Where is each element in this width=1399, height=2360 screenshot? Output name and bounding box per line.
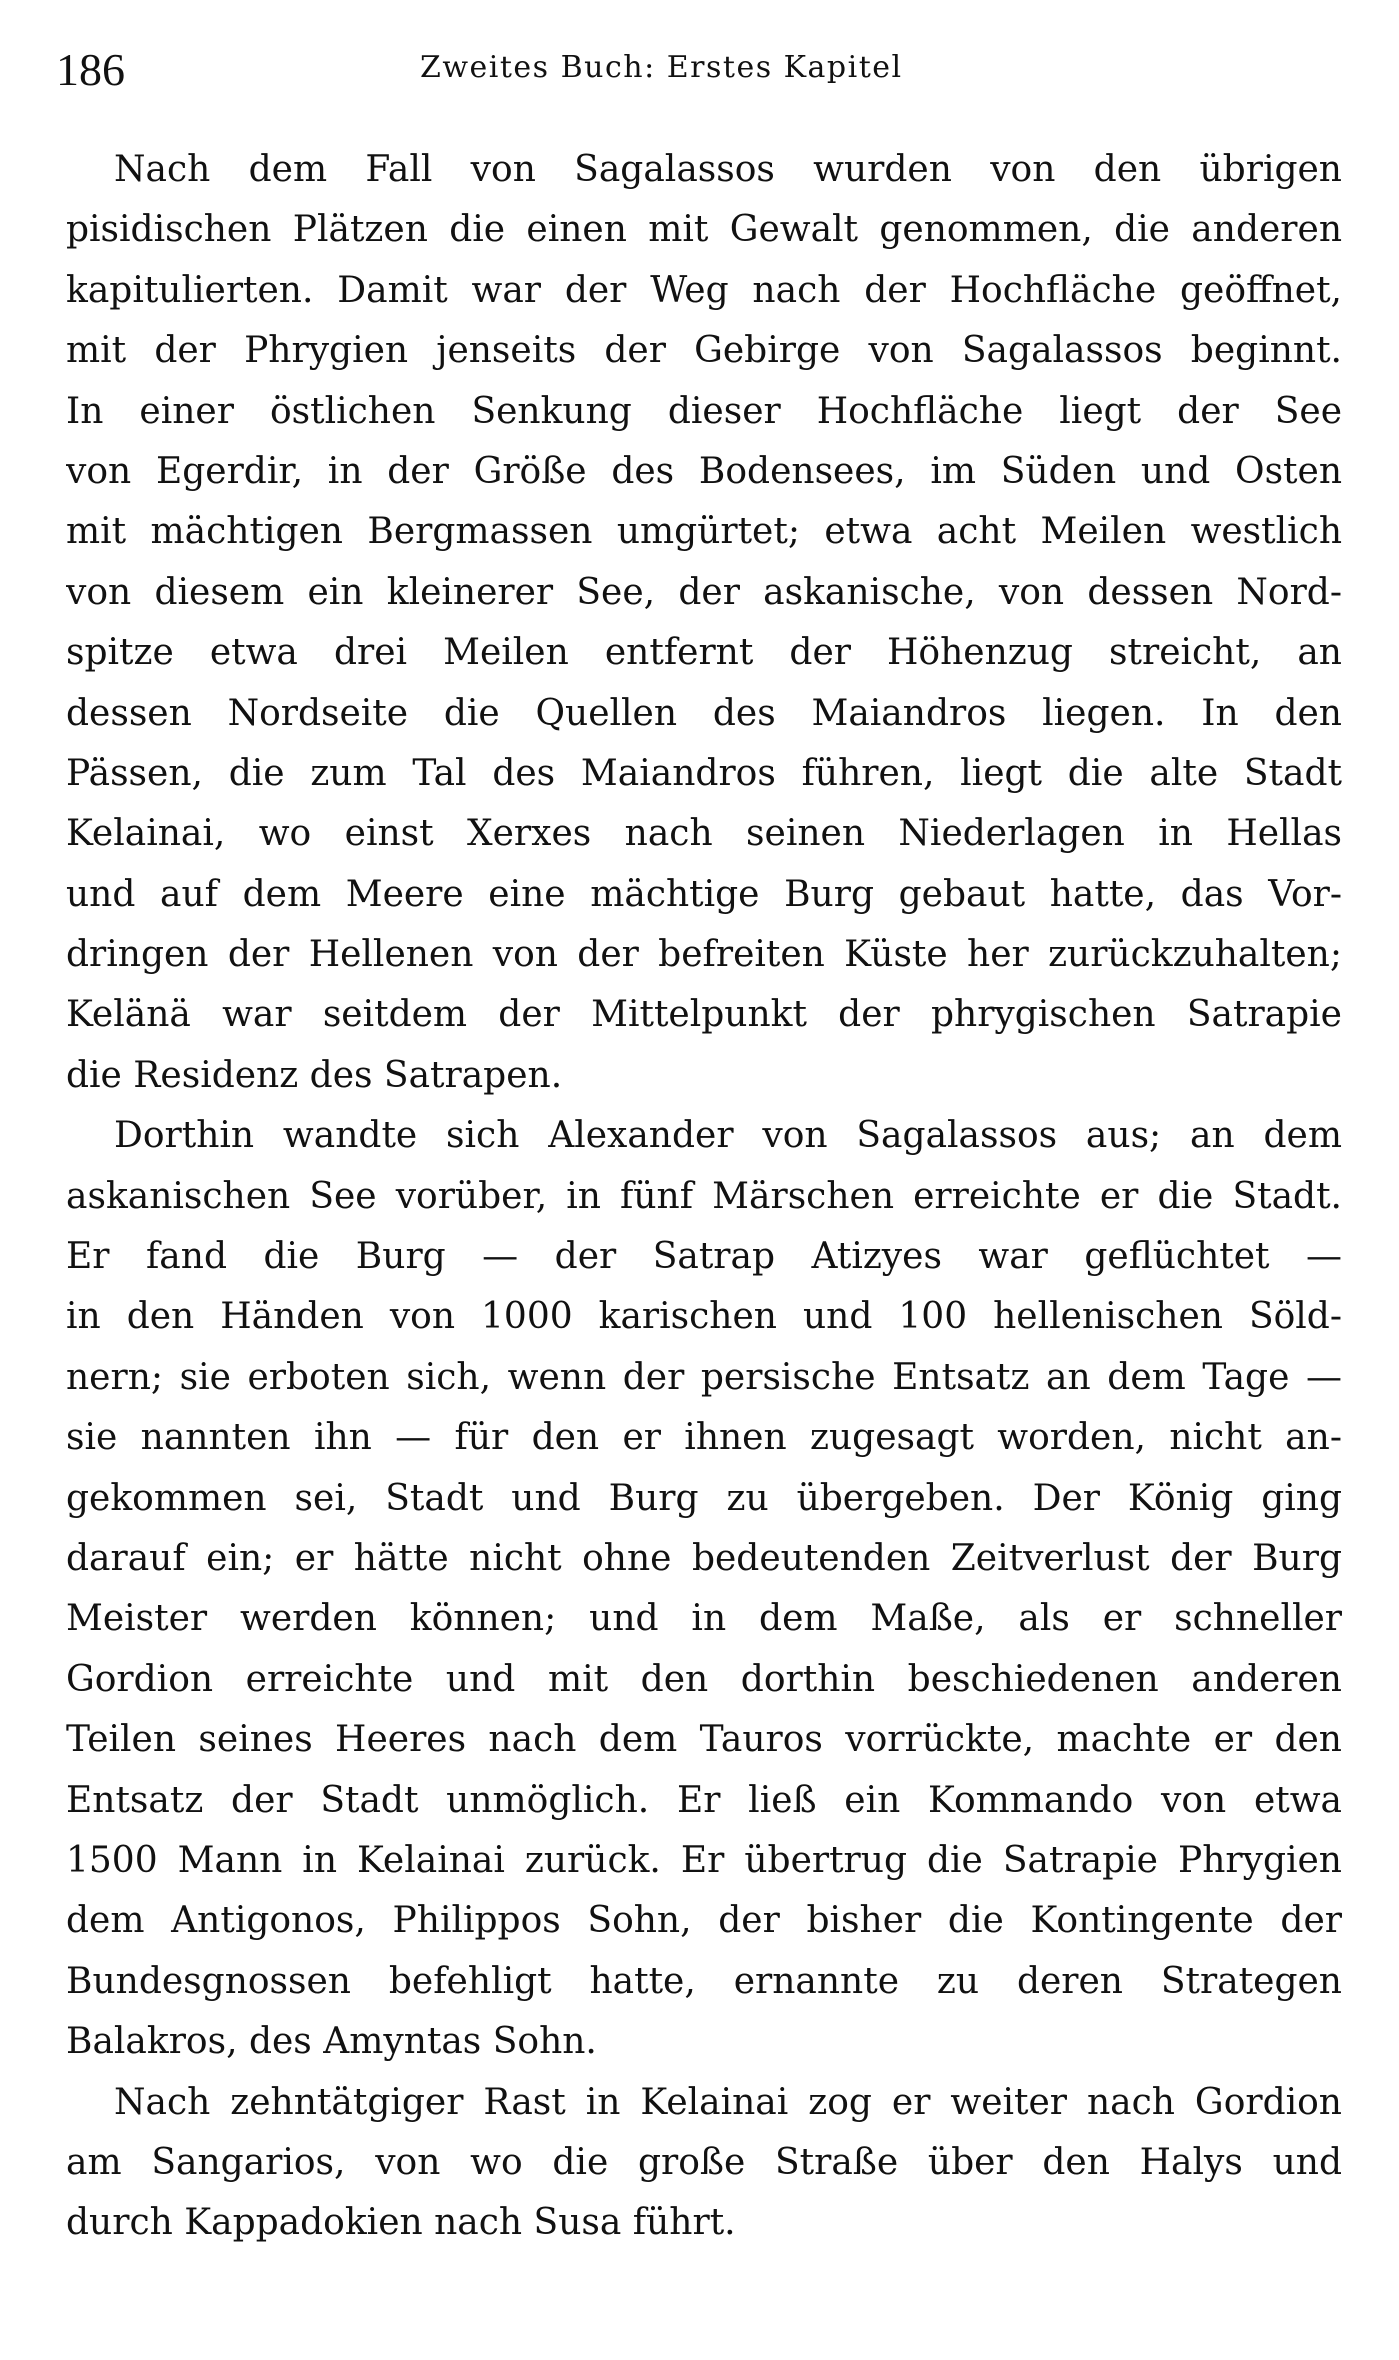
text-line: Entsatz der Stadt unmöglich. Er ließ ein Kommando von etwa	[66, 1779, 1342, 1821]
text-line: mit der Phrygien jenseits der Gebirge von Sagalassos beginnt.	[66, 330, 1342, 372]
text-line: am Sangarios, von wo die große Straße über den Halys und	[66, 2141, 1342, 2183]
text-line: Teilen seines Heeres nach dem Tauros vorrückte, machte er den	[66, 1719, 1342, 1761]
text-line: In einer östlichen Senkung dieser Hochfläche liegt der See	[66, 390, 1342, 432]
text-line: Er fand die Burg — der Satrap Atizyes war geflüchtet —	[66, 1236, 1342, 1278]
text-line: kapitulierten. Damit war der Weg nach der Hochfläche geöffnet,	[66, 269, 1342, 311]
text-line: darauf ein; er hätte nicht ohne bedeutenden Zeitverlust der Burg	[66, 1537, 1342, 1579]
text-line: Nach zehntätgiger Rast in Kelainai zog er weiter nach Gordion	[114, 2081, 1342, 2123]
body-text	[66, 140, 1342, 2254]
page-number: 186	[56, 44, 125, 95]
text-line: Pässen, die zum Tal des Maiandros führen, liegt die alte Stadt	[66, 752, 1342, 794]
text-line: Dorthin wandte sich Alexander von Sagalassos aus; an dem	[114, 1115, 1342, 1157]
text-line: Nach dem Fall von Sagalassos wurden von den übrigen	[114, 149, 1342, 190]
text-line: die Residenz des Satrapen.	[66, 1054, 563, 1096]
text-line: von diesem ein kleinerer See, der askanische, von dessen Nord-	[66, 571, 1342, 613]
text-line: Bundesgnossen befehligt hatte, ernannte zu deren Strategen	[66, 1960, 1342, 2002]
text-line: pisidischen Plätzen die einen mit Gewalt genommen, die anderen	[66, 209, 1342, 251]
text-line: Kelainai, wo einst Xerxes nach seinen Niederlagen in Hellas	[66, 813, 1342, 855]
text-line: und auf dem Meere eine mächtige Burg gebaut hatte, das Vor-	[66, 873, 1342, 915]
running-head: Zweites Buch: Erstes Kapitel	[420, 50, 903, 85]
text-line: askanischen See vorüber, in fünf Märschen erreichte er die Stadt.	[66, 1175, 1342, 1217]
text-line: Balakros, des Amyntas Sohn.	[66, 2021, 597, 2063]
text-line: Meister werden können; und in dem Maße, als er schneller	[66, 1598, 1342, 1640]
paragraph	[66, 140, 1342, 1106]
paragraph	[66, 2073, 1342, 2254]
text-line: mit mächtigen Bergmassen umgürtet; etwa acht Meilen westlich	[66, 511, 1342, 553]
text-line: Kelänä war seitdem der Mittelpunkt der phrygischen Satrapie	[66, 994, 1342, 1036]
text-line: durch Kappadokien nach Susa führt.	[66, 2202, 736, 2244]
text-line: dem Antigonos, Philippos Sohn, der bisher die Kontingente der	[66, 1900, 1342, 1942]
text-line: 1500 Mann in Kelainai zurück. Er übertrug die Satrapie Phrygien	[66, 1839, 1342, 1881]
text-line: Gordion erreichte und mit den dorthin beschiedenen anderen	[66, 1658, 1342, 1700]
text-line: in den Händen von 1000 karischen und 100 hellenischen Söld-	[66, 1296, 1342, 1338]
text-line: dringen der Hellenen von der befreiten Küste her zurückzuhalten;	[66, 934, 1342, 976]
text-line: nern; sie erboten sich, wenn der persische Entsatz an dem Tage —	[66, 1356, 1342, 1398]
text-line: spitze etwa drei Meilen entfernt der Höhenzug streicht, an	[66, 632, 1342, 674]
text-line: von Egerdir, in der Größe des Bodensees, im Süden und Osten	[66, 450, 1342, 492]
text-line: dessen Nordseite die Quellen des Maiandros liegen. In den	[66, 692, 1342, 734]
paragraph	[66, 1106, 1342, 2072]
text-line: sie nannten ihn — für den er ihnen zugesagt worden, nicht an-	[66, 1417, 1342, 1459]
text-line: gekommen sei, Stadt und Burg zu übergeben. Der König ging	[66, 1477, 1342, 1519]
